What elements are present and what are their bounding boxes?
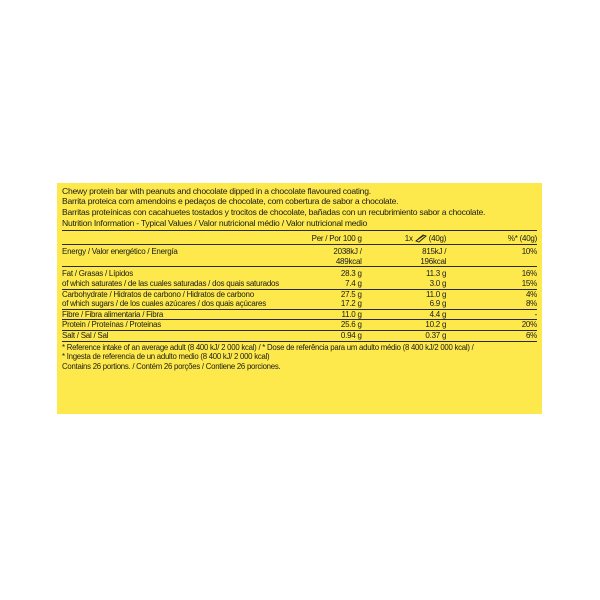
intro-line-en: Chewy protein bar with peanuts and chocolate dipped in a chocolate flavoured coating.	[62, 186, 371, 196]
header-nutrient	[62, 231, 279, 245]
table-title: Nutrition Information - Typical Values / Valor nutricional médio / Valor nutricional medio	[62, 218, 537, 230]
table-row: Fat / Grasas / Lípidos 28.3 g 11.3 g 16%	[62, 269, 537, 279]
table-row: of which sugars / de los cuales azúcares / dos quais açúcares 17.2 g 6.9 g 8%	[62, 299, 537, 309]
table-row: Fibre / Fibra alimentaria / Fibra 11.0 g 4.4 g -	[62, 309, 537, 319]
intro-line-es: Barritas proteínicas con cacahuetes tostados y trocitos de chocolate, bañadas con un recubrimiento sabor a chocolate.	[62, 206, 486, 217]
header-per-bar: 1x (40g)	[364, 231, 449, 245]
intro-line-pt: Barrita proteica com amendoins e pedaços de chocolate, com cobertura de sabor a chocolate.	[62, 196, 399, 207]
header-per-100g: Per / Por 100 g	[279, 231, 364, 245]
footnote-portions: Contains 26 portions. / Contém 26 porções / Contiene 26 porciones.	[62, 361, 281, 371]
header-reference-intake: %* (40g)	[448, 231, 537, 245]
footnote-reference-intake: * Reference intake of an average adult (8 400 kJ/ 2 000 kcal) / * Dose de referência para um adulto médio (8 400 kJ/2 000 kcal) /	[62, 341, 537, 353]
table-row: Carbohydrate / Hidratos de carbono / Hidratos de carbono 27.5 g 11.0 g 4%	[62, 289, 537, 299]
protein-bar-icon	[415, 234, 427, 243]
table-row: Protein / Proteínas / Proteinas 25.6 g 10.2 g 20%	[62, 320, 537, 330]
table-row: Salt / Sal / Sal 0.94 g 0.37 g 6%	[62, 330, 537, 340]
nutrition-table	[62, 231, 537, 341]
table-header-row	[62, 231, 537, 245]
footnote-reference-intake-es: * Ingesta de referencia de un adulto medio (8 400 kJ/ 2 000 kcal)	[62, 352, 270, 362]
table-row: of which saturates / de las cuales saturadas / dos quais saturados 7.4 g 3.0 g 15%	[62, 279, 537, 288]
nutrition-label	[57, 183, 542, 414]
table-row: 489kcal 196kcal	[62, 257, 537, 267]
table-row: Energy / Valor energético / Energía 2038kJ / 815kJ / 10%	[62, 247, 537, 257]
